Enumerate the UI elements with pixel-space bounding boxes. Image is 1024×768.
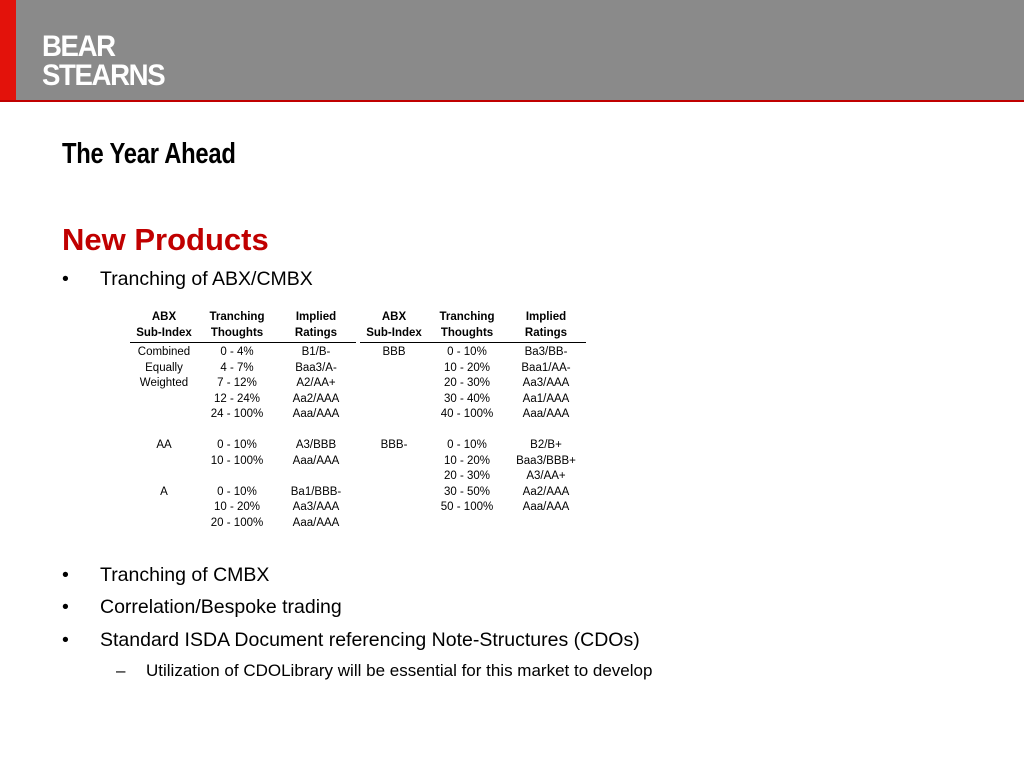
table-header-row [130, 309, 356, 325]
table-cell: 10 - 100% [210, 454, 264, 467]
table-cell: Aaa/AAA [522, 501, 570, 513]
table-cell: AA [156, 439, 172, 451]
table-cell [130, 516, 198, 532]
table-cell [428, 423, 506, 439]
table-cell: BBB- [380, 439, 408, 451]
table-cell: Equally [145, 361, 183, 374]
table-cell [360, 423, 428, 439]
table-cell: Aa1/AAA [522, 392, 570, 405]
table-row [130, 516, 356, 532]
table-cell [360, 361, 428, 377]
table-row [130, 454, 356, 470]
table-cell [360, 407, 428, 423]
table-row [360, 407, 586, 423]
table-row [360, 343, 586, 361]
table-cell: A3/BBB [295, 439, 337, 451]
slide-title: The Year Ahead [62, 138, 236, 170]
table-cell: 20 - 30% [443, 377, 491, 389]
column-header: Ratings [506, 325, 586, 343]
bullet-text: Tranching of ABX/CMBX [100, 268, 313, 290]
table-cell: 10 - 20% [213, 501, 261, 513]
table-cell: 4 - 7% [220, 361, 254, 374]
table-cell: A3/AA+ [526, 470, 566, 482]
table-cell: 24 - 100% [210, 408, 264, 420]
table-cell: 40 - 100% [440, 408, 494, 420]
table-row [130, 392, 356, 408]
table-cell [360, 485, 428, 501]
table-cell [360, 454, 428, 470]
table-cell [198, 423, 276, 439]
table-cell: 0 - 4% [220, 346, 254, 358]
table-cell [130, 407, 198, 423]
table-row [360, 392, 586, 408]
table-cell [276, 469, 356, 485]
brand-logo-line2: STEARNS [42, 59, 165, 92]
header-divider [0, 100, 1024, 102]
section-heading: New Products [62, 222, 269, 257]
column-header: Thoughts [428, 325, 506, 343]
table-cell: Baa3/A- [295, 361, 337, 374]
table-row [130, 343, 356, 361]
table-cell [130, 454, 198, 470]
table-cell: 12 - 24% [213, 392, 261, 405]
table-cell [360, 376, 428, 392]
column-header: Implied [295, 311, 337, 323]
table-row [130, 500, 356, 516]
table-cell: Aa2/AAA [292, 392, 340, 405]
column-header: ABX [151, 311, 177, 323]
table-cell: BBB [382, 346, 406, 358]
bullet-text: Tranching of CMBX [100, 564, 270, 586]
table-cell: Baa3/BBB+ [516, 454, 576, 467]
table-cell: Aa3/AAA [292, 501, 340, 513]
table-cell [360, 469, 428, 485]
table-cell [506, 423, 586, 439]
column-header: ABX [381, 311, 407, 323]
table-cell: 0 - 10% [217, 439, 257, 451]
table-cell [130, 392, 198, 408]
table-cell: Aaa/AAA [292, 516, 340, 529]
table-cell: Aaa/AAA [292, 454, 340, 467]
table-cell [276, 423, 356, 439]
sub-bullet-text: Utilization of CDOLibrary will be essential for this market to develop [146, 661, 653, 680]
table-cell [198, 469, 276, 485]
table-cell [130, 469, 198, 485]
column-header: Sub-Index [130, 325, 198, 343]
table-row [130, 485, 356, 501]
table-cell: A [160, 485, 168, 498]
table-cell: 50 - 100% [440, 501, 494, 513]
table-row [360, 500, 586, 516]
column-header: Implied [525, 311, 567, 323]
table-cell: Ba3/BB- [524, 346, 568, 358]
table-row [130, 438, 356, 454]
table-cell [130, 423, 198, 439]
table-cell: 0 - 10% [447, 439, 487, 451]
table-row [130, 423, 356, 439]
table-cell: Combined [137, 346, 191, 358]
table-cell: Aa3/AAA [522, 377, 570, 389]
brand-logo-line1: BEAR [42, 30, 115, 63]
table-cell [360, 500, 428, 516]
table-cell: Ba1/BBB- [290, 485, 342, 498]
table-row [360, 485, 586, 501]
bullet-text: Standard ISDA Document referencing Note-Structures (CDOs) [100, 629, 640, 651]
table-cell: 20 - 30% [443, 470, 491, 482]
table-cell: Aaa/AAA [522, 408, 570, 420]
bullet-text: Correlation/Bespoke trading [100, 596, 342, 618]
table-cell: 0 - 10% [217, 485, 257, 498]
tranching-table-left [130, 309, 356, 531]
sub-bullet-marker: – [116, 661, 126, 680]
column-header: Tranching [439, 311, 495, 323]
header-accent-stripe [0, 0, 16, 100]
bullet-marker: • [62, 268, 69, 290]
table-cell: 30 - 50% [443, 485, 491, 498]
table-cell: 0 - 10% [447, 346, 487, 358]
table-cell [130, 500, 198, 516]
table-cell [360, 392, 428, 408]
table-header-row [360, 325, 586, 343]
column-header: Thoughts [198, 325, 276, 343]
table-cell: Baa1/AA- [521, 361, 571, 374]
table-cell: A2/AA+ [296, 377, 336, 389]
table-cell: Weighted [139, 377, 189, 389]
table-row [130, 407, 356, 423]
brand-logo [42, 32, 164, 90]
table-row [360, 361, 586, 377]
table-row [360, 438, 586, 454]
bullet-marker: • [62, 629, 69, 651]
table-row [360, 376, 586, 392]
table-cell: 10 - 20% [443, 454, 491, 467]
bullet-marker: • [62, 564, 69, 586]
table-row [130, 469, 356, 485]
table-cell: B2/B+ [530, 439, 562, 451]
table-cell: 30 - 40% [443, 392, 491, 405]
table-cell: B1/B- [301, 346, 331, 358]
table-header-row [130, 325, 356, 343]
table-cell: Aaa/AAA [292, 408, 340, 420]
table-row [130, 376, 356, 392]
table-cell: 10 - 20% [443, 361, 491, 374]
table-row [360, 454, 586, 470]
table-row [130, 361, 356, 377]
bullet-marker: • [62, 596, 69, 618]
column-header: Tranching [209, 311, 265, 323]
column-header: Sub-Index [360, 325, 428, 343]
column-header: Ratings [276, 325, 356, 343]
tranching-table-right [360, 309, 586, 516]
table-row [360, 469, 586, 485]
table-cell: Aa2/AAA [522, 485, 570, 498]
table-header-row [360, 309, 586, 325]
table-cell: 7 - 12% [217, 377, 257, 389]
table-row [360, 423, 586, 439]
table-cell: 20 - 100% [210, 516, 264, 529]
